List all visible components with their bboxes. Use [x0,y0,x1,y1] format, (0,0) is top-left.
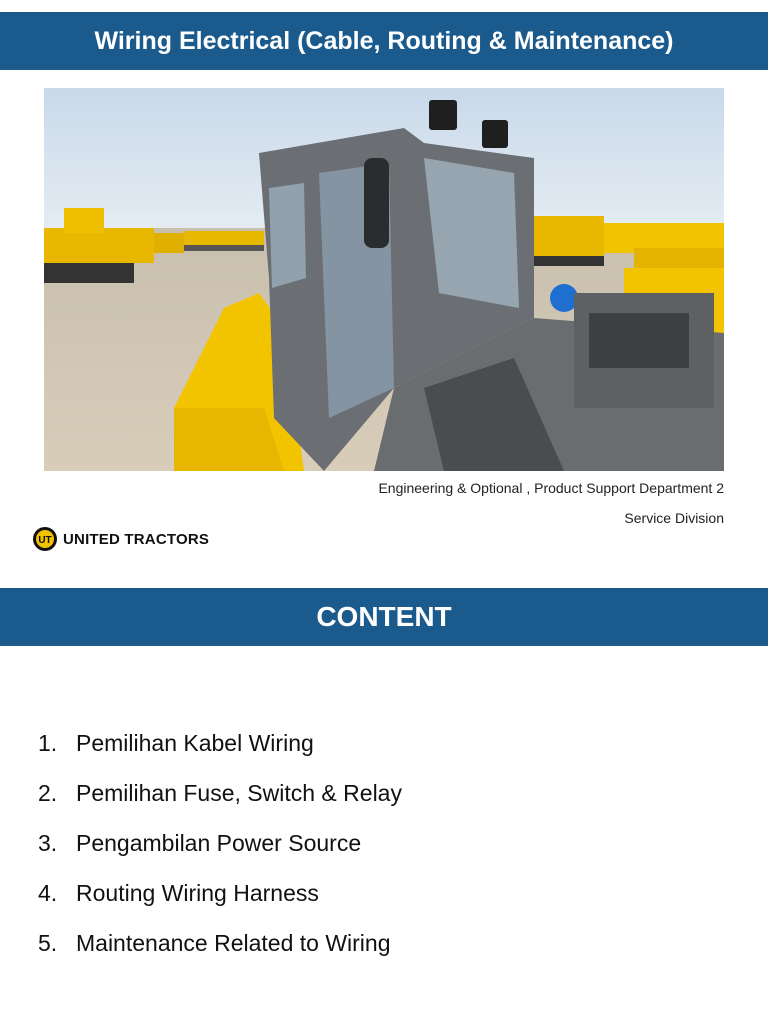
logo-mark: UT [38,535,52,546]
content-heading: CONTENT [316,601,452,632]
list-item-number: 1. [38,729,58,756]
list-item-label: Pemilihan Fuse, Switch & Relay [76,779,402,806]
page-title: Wiring Electrical (Cable, Routing & Maintenance) [94,26,674,55]
list-item-number: 2. [38,779,58,806]
list-item-label: Pengambilan Power Source [76,829,362,856]
list-item [38,918,402,968]
list-item [38,718,402,768]
department-credit: Engineering & Optional , Product Support Department 2 [378,480,724,496]
content-list [38,718,402,968]
list-item-number: 3. [38,829,58,856]
ut-logo-icon [33,527,57,551]
list-item [38,818,402,868]
cover-photo [44,88,724,471]
division-credit: Service Division [624,510,724,526]
content-banner [0,588,768,646]
list-item-label: Maintenance Related to Wiring [76,929,391,956]
tractor-photo [44,88,724,471]
list-item-number: 5. [38,929,58,956]
united-tractors-logo [33,526,209,552]
title-banner [0,12,768,70]
list-item-number: 4. [38,879,58,906]
list-item [38,868,402,918]
list-item-label: Routing Wiring Harness [76,879,319,906]
logo-text: UNITED TRACTORS [63,530,210,548]
list-item [38,768,402,818]
list-item-label: Pemilihan Kabel Wiring [76,729,314,756]
